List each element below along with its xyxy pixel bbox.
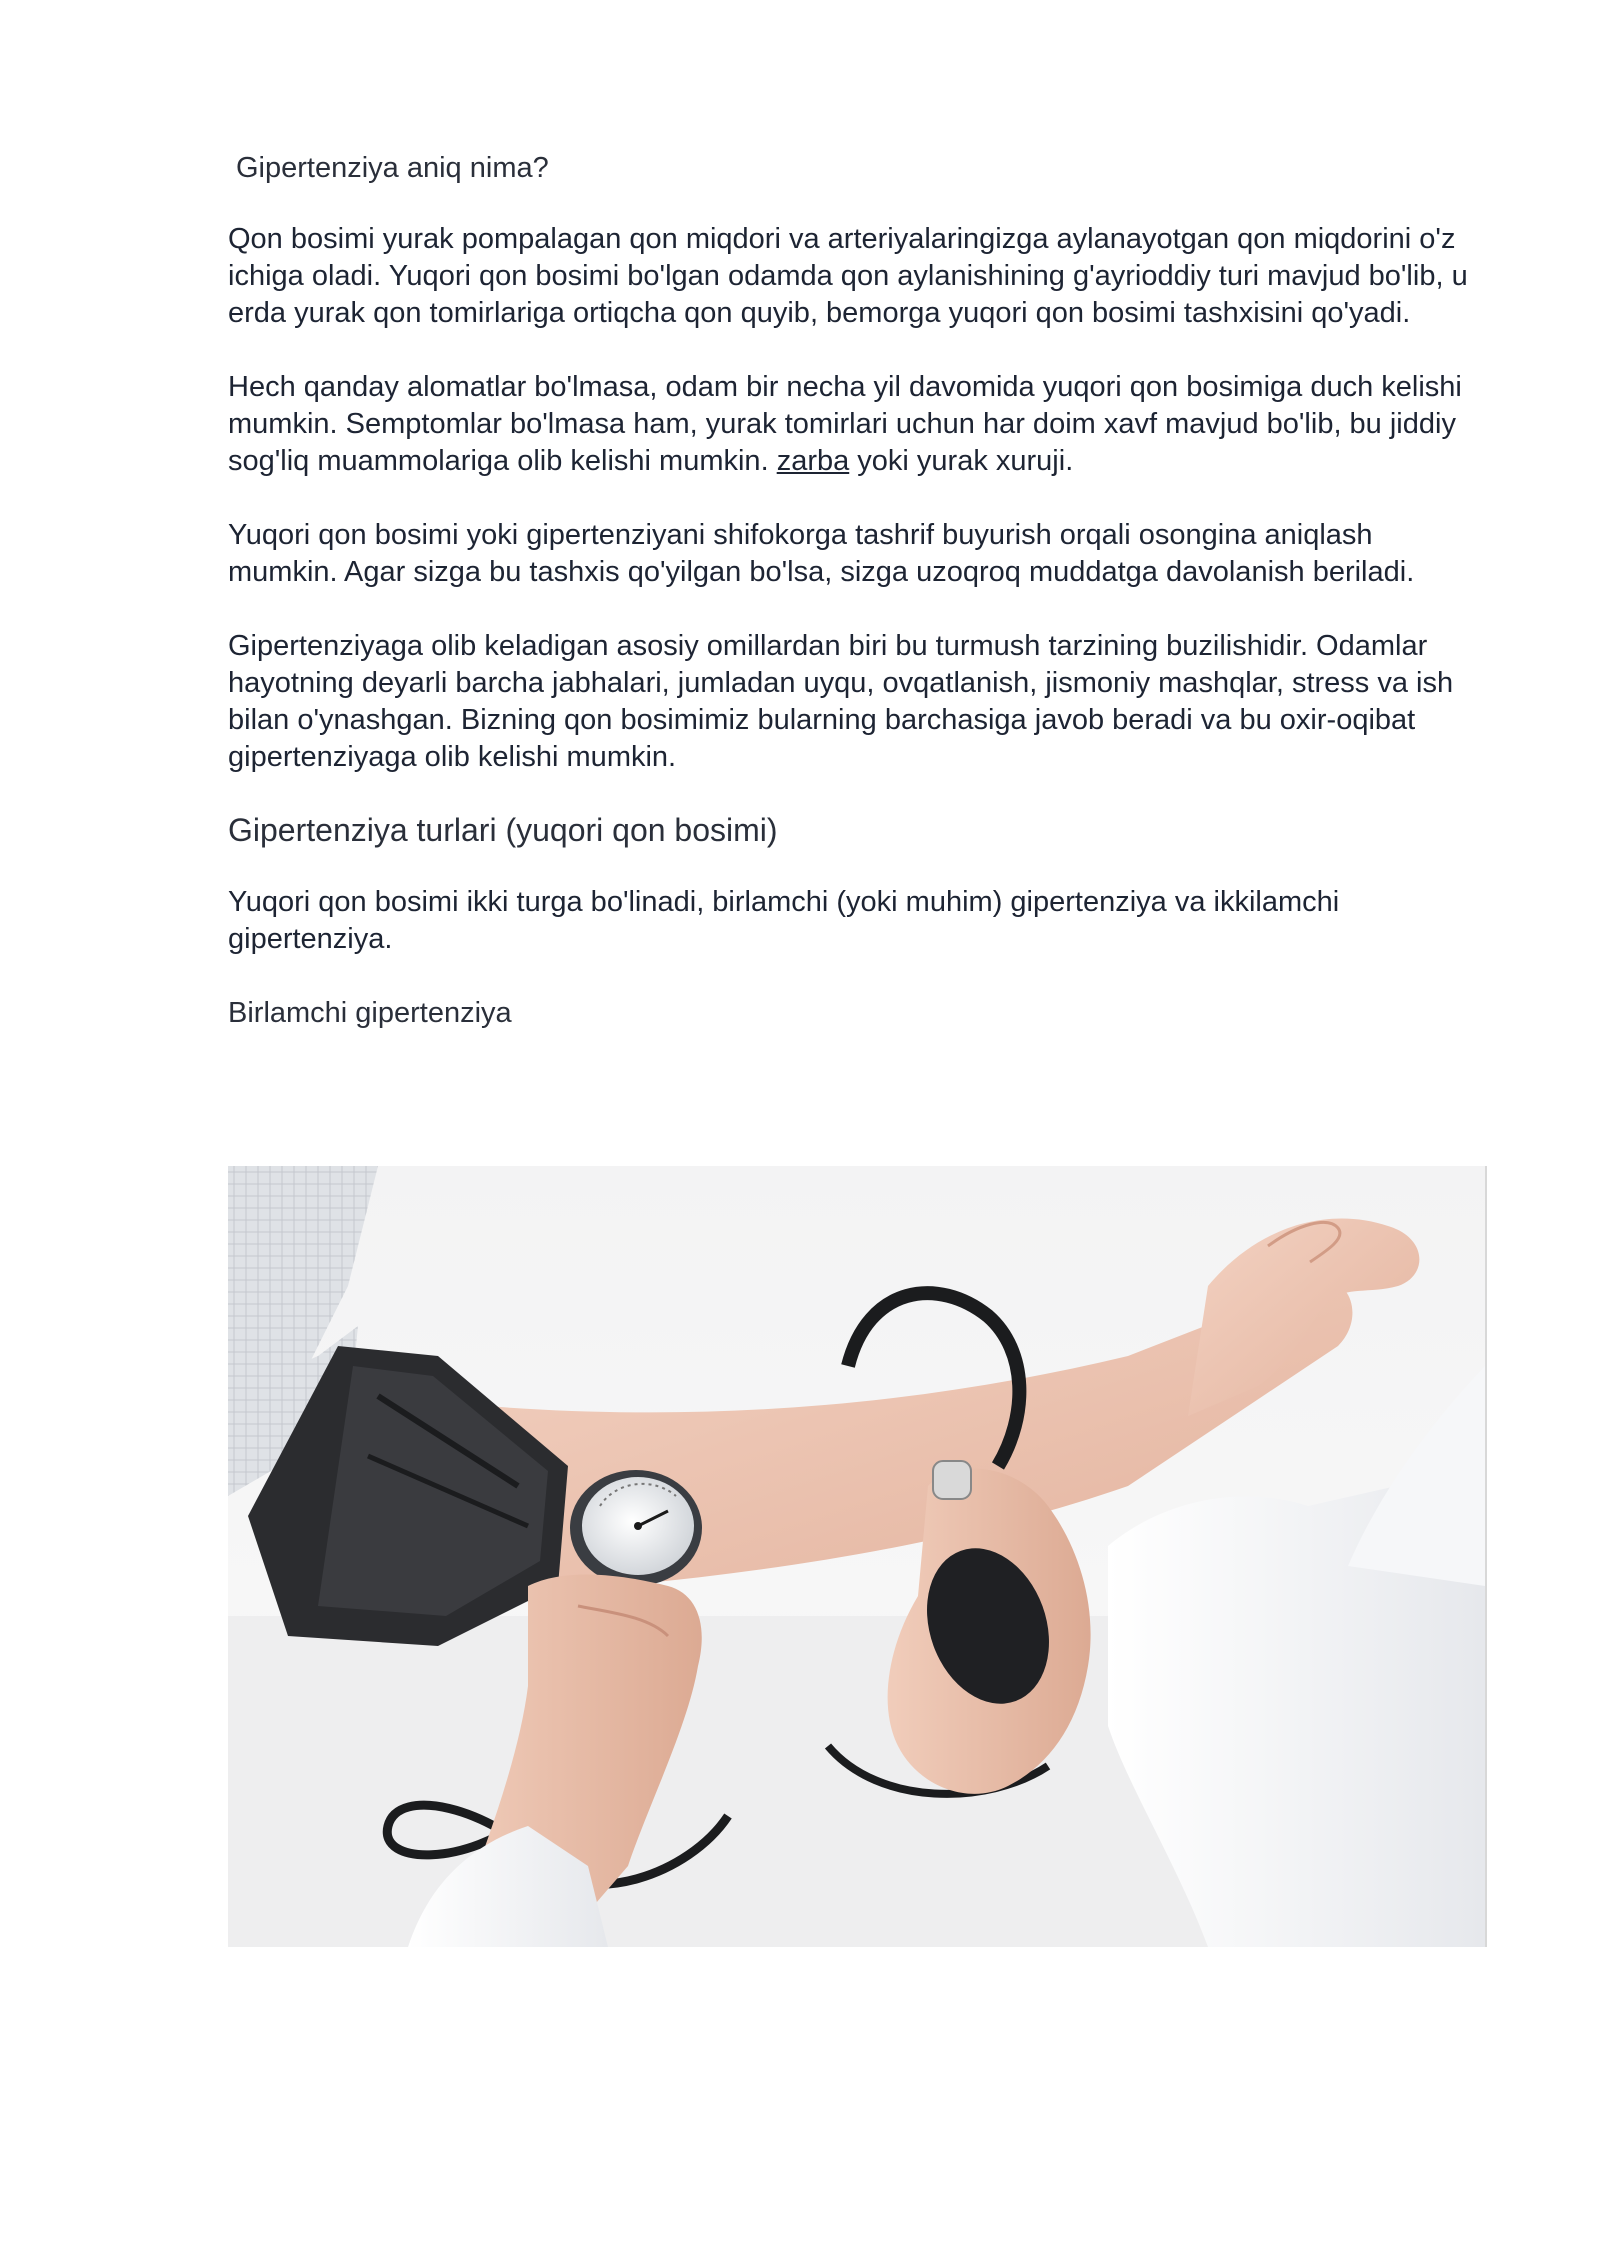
paragraph-2 (228, 369, 1478, 480)
zarba-link[interactable]: zarba (776, 445, 850, 477)
subheading: Birlamchi gipertenziya (228, 997, 512, 1029)
patient-hand (1188, 1219, 1419, 1417)
paragraph-3: Yuqori qon bosimi yoki gipertenziyani shifokorga tashrif buyurish orqali osongina aniqlash mumkin. Agar sizga bu tashxis qo'yilgan bo'lsa, sizga uzoqroq muddatga davolanish beriladi. (228, 519, 1415, 588)
section-paragraph: Yuqori qon bosimi ikki turga bo'linadi, birlamchi (yoki muhim) gipertenziya va ikkilamchi gipertenziya. (228, 886, 1340, 955)
document-content (228, 150, 1478, 1040)
valve-icon (933, 1461, 971, 1499)
paragraph-1: Qon bosimi yurak pompalagan qon miqdori va arteriyalaringizga aylanayotgan qon miqdorini o'z ichiga oladi. Yuqori qon bosimi bo'lgan odamda qon aylanishining g'ayrioddiy turi mavjud bo'lib, u erda yurak qon tomirlariga ortiqcha qon quyib, bemorga yuqori qon bosimi tashxisini qo'yadi. (228, 223, 1468, 329)
paragraph-2-text-after: yoki yurak xuruji. (849, 445, 1074, 477)
section-heading: Gipertenziya turlari (yuqori qon bosimi) (228, 812, 778, 848)
paragraph-2-text-before: Hech qanday alomatlar bo'lmasa, odam bir necha yil davomida yuqori qon bosimiga duch kelishi mumkin. Semptomlar bo'lmasa ham, yurak tomirlari uchun har doim xavf mavjud bo'lib, bu jiddiy sog'liq muammolariga olib kelishi mumkin. (228, 371, 1462, 477)
blood-pressure-illustration (228, 1166, 1485, 1947)
paragraph-4: Gipertenziyaga olib keladigan asosiy omillardan biri bu turmush tarzining buzilishidir. Odamlar hayotning deyarli barcha jabhalari, jumladan uyqu, ovqatlanish, jismoniy mashqlar, stress va ish bilan o'ynashgan. Bizning qon bosimimiz bularning barchasiga javob beradi va bu oxir-oqibat gipertenziyaga olib kelishi mumkin. (228, 630, 1454, 773)
document-title: Gipertenziya aniq nima? (236, 152, 549, 184)
gauge-icon (570, 1470, 702, 1586)
blood-pressure-photo (228, 1166, 1487, 1947)
